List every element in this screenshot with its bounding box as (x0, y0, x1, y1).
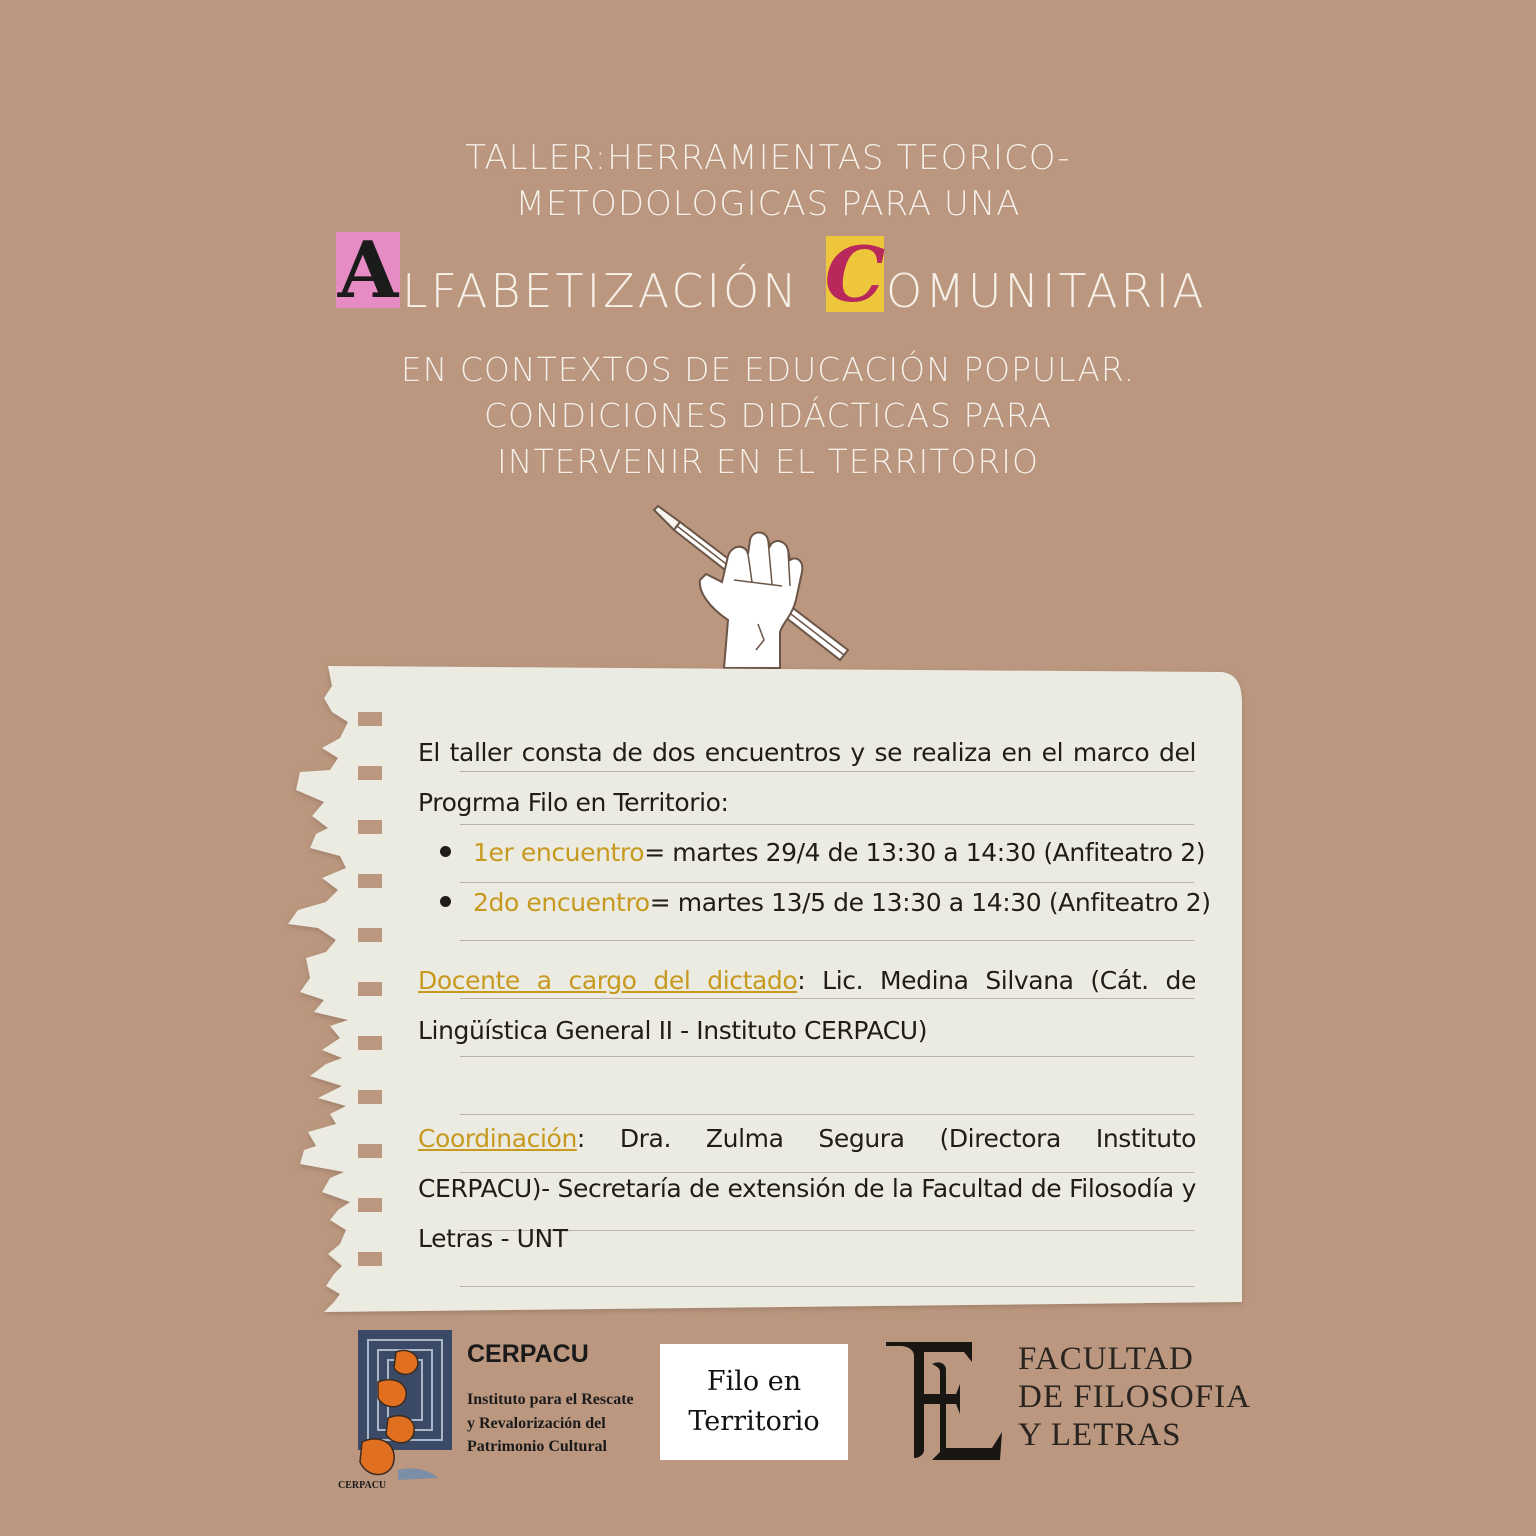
coord-detail: : Dra. Zulma Segura (Directora Instituto CERPACU)- Secretaría de extensión de la Facultad de Filosodía y Letras - UNT (418, 1124, 1196, 1253)
title-line-2: METODOLOGICAS PARA UNA (515, 184, 1021, 224)
title-word-comunitaria: OMUNITARIA (886, 264, 1207, 318)
ffyl-name (1018, 1340, 1251, 1454)
session-1 (440, 838, 1205, 867)
cerpacu-logo-caption: CERPACU (338, 1480, 387, 1491)
subtitle-line-3: INTERVENIR EN EL TERRITORIO (497, 442, 1039, 481)
title-word-alfabetizacion: LFABETIZACIÓN (402, 264, 800, 318)
session-1-detail: = martes 29/4 de 13:30 a 14:30 (Anfiteatro 2) (644, 838, 1206, 867)
docente-text (418, 956, 1196, 1056)
session-2-label: 2do encuentro (473, 888, 650, 917)
filo-en-territorio-logo (660, 1344, 848, 1460)
intro-text: El taller consta de dos encuentros y se realiza en el marco del Progrma Filo en Territorio: (418, 738, 1196, 817)
filo-line-2: Territorio (688, 1406, 820, 1437)
session-2 (440, 888, 1211, 917)
rule-line (460, 1286, 1194, 1287)
cerpacu-title: CERPACU (467, 1340, 589, 1368)
subtitle-line-1: EN CONTEXTOS DE EDUCACIÓN POPULAR. (400, 350, 1136, 389)
fist-pencil-icon (640, 500, 870, 670)
bullet-icon (440, 896, 451, 907)
title-line-1: TALLER:HERRAMIENTAS TEORICO- (465, 138, 1071, 178)
filo-line-1: Filo en (706, 1366, 802, 1397)
session-1-label: 1er encuentro (473, 838, 645, 867)
rule-line (460, 1056, 1194, 1057)
letter-a-box: A (337, 224, 399, 316)
rule-line (460, 882, 1194, 883)
docente-detail: : Lic. Medina Silvana (Cát. de Lingüística General II - Instituto CERPACU) (418, 966, 1196, 1045)
letter-c-box: C (824, 229, 886, 319)
docente-label: Docente a cargo del dictado (418, 966, 798, 995)
main-title (0, 224, 1536, 319)
rule-line (460, 940, 1194, 941)
coordinacion-text (418, 1114, 1196, 1264)
ffyl-line-3: Y LETRAS (1018, 1417, 1182, 1453)
subtitle-line-2: CONDICIONES DIDÁCTICAS PARA (483, 396, 1053, 435)
cerpacu-logo (358, 1330, 454, 1492)
bullet-icon (440, 846, 451, 857)
ffyl-line-2: DE FILOSOFIA (1018, 1379, 1251, 1415)
ffyl-logo (880, 1336, 1010, 1466)
ffyl-line-1: FACULTAD (1018, 1341, 1194, 1377)
cerpacu-subtitle: Instituto para el Rescate y Revalorización del Patrimonio Cultural (467, 1391, 634, 1455)
coord-label: Coordinación (418, 1124, 577, 1153)
session-2-detail: = martes 13/5 de 13:30 a 14:30 (Anfiteatro 2) (649, 888, 1211, 917)
